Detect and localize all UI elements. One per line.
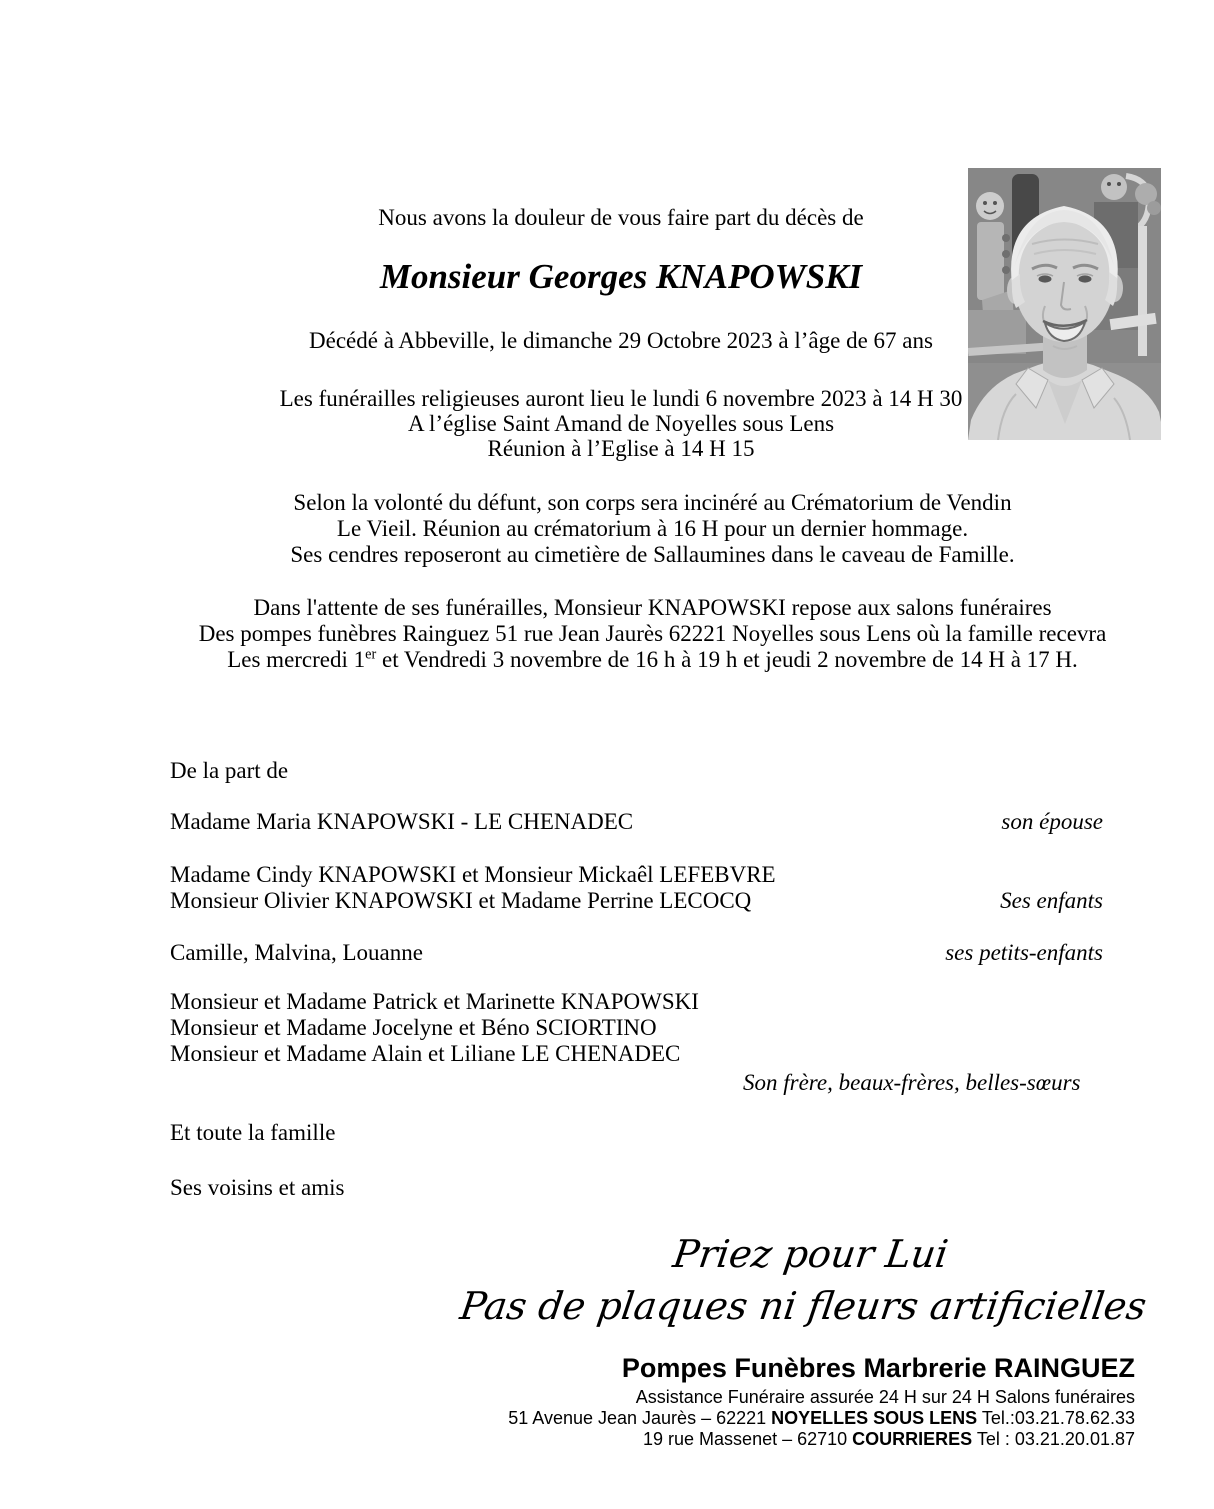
relation-label: son épouse [1001,809,1103,834]
visiting-hours-line [150,647,1155,673]
family-name-line: Monsieur et Madame Alain et Liliane LE CHENADEC [170,1041,681,1066]
repose-details [150,595,1155,673]
address-text: 19 rue Massenet – 62710 [643,1429,853,1449]
family-name-line: Monsieur et Madame Patrick et Marinette KNAPOWSKI [170,989,699,1014]
ordinal-superscript: er [365,646,377,663]
address-phone: Tel.:03.21.78.62.33 [977,1408,1135,1428]
funeral-line: Réunion à l’Eglise à 14 H 15 [487,436,755,461]
funeral-home-address-1 [335,1408,1135,1429]
cremation-line: Le Vieil. Réunion au crématorium à 16 H pour un dernier hommage. [336,516,969,541]
family-entry-siblings [170,989,699,1067]
family-names: Camille, Malvina, Louanne [170,940,423,965]
repose-line: Des pompes funèbres Rainguez 51 rue Jean Jaurès 62221 Noyelles sous Lens où la famille recevra [198,621,1107,646]
prayer-block [393,1228,1214,1332]
family-name-line: Madame Cindy KNAPOWSKI et Monsieur Mickaêl LEFEBVRE [170,862,776,887]
repose-line: Dans l'attente de ses funérailles, Monsieur KNAPOWSKI repose aux salons funéraires [253,595,1052,620]
funeral-line: Les funérailles religieuses auront lieu le lundi 6 novembre 2023 à 14 H 30 [279,386,963,411]
relation-label: ses petits-enfants [945,940,1103,965]
deceased-name: Monsieur Georges KNAPOWSKI [379,257,863,296]
relation-label: Son frère, beaux-frères, belles-sœurs [743,1070,1081,1095]
family-entry-spouse [170,809,1103,835]
funeral-home-details [335,1387,1135,1450]
no-flowers-line: Pas de plaques ni fleurs artificielles [457,1284,1150,1328]
address-city: COURRIERES [852,1429,973,1449]
closing-line-friends: Ses voisins et amis [170,1175,345,1200]
family-entry-grandchildren [170,940,1103,966]
address-phone: Tel : 03.21.20.01.87 [972,1429,1135,1449]
funeral-home-address-2 [335,1429,1135,1450]
family-names: Madame Maria KNAPOWSKI - LE CHENADEC [170,809,634,834]
address-city: NOYELLES SOUS LENS [771,1408,978,1428]
death-line: Décédé à Abbeville, le dimanche 29 Octobre 2023 à l’âge de 67 ans [309,328,933,353]
cremation-line: Selon la volonté du défunt, son corps sera incinéré au Crématorium de Vendin [293,490,1012,515]
funeral-home-name: Pompes Funèbres Marbrerie RAINGUEZ [621,1353,1135,1383]
funeral-line: A l’église Saint Amand de Noyelles sous Lens [407,411,835,436]
relation-label: Ses enfants [1000,888,1103,913]
family-entry-children [170,862,1103,914]
cremation-line: Ses cendres reposeront au cimetière de Sallaumines dans le caveau de Famille. [290,542,1015,567]
family-names [170,862,776,914]
visiting-text: et Vendredi 3 novembre de 16 h à 19 h et jeudi 2 novembre de 14 H à 17 H. [376,647,1078,672]
funeral-details [150,386,1092,461]
family-name-line: Monsieur Olivier KNAPOWSKI et Madame Perrine LECOCQ [170,888,752,913]
prayer-line: Priez pour Lui [670,1232,951,1276]
cremation-details [150,490,1155,568]
funeral-home-subtitle: Assistance Funéraire assurée 24 H sur 24 H Salons funéraires [635,1387,1135,1407]
intro-line: Nous avons la douleur de vous faire part du décès de [378,205,864,230]
family-name-line: Monsieur et Madame Jocelyne et Béno SCIORTINO [170,1015,657,1040]
address-text: 51 Avenue Jean Jaurès – 62221 [508,1408,772,1428]
closing-line-family: Et toute la famille [170,1120,336,1145]
family-heading: De la part de [170,758,289,783]
visiting-text: Les mercredi 1 [227,647,366,672]
funeral-home-footer [335,1352,1135,1450]
